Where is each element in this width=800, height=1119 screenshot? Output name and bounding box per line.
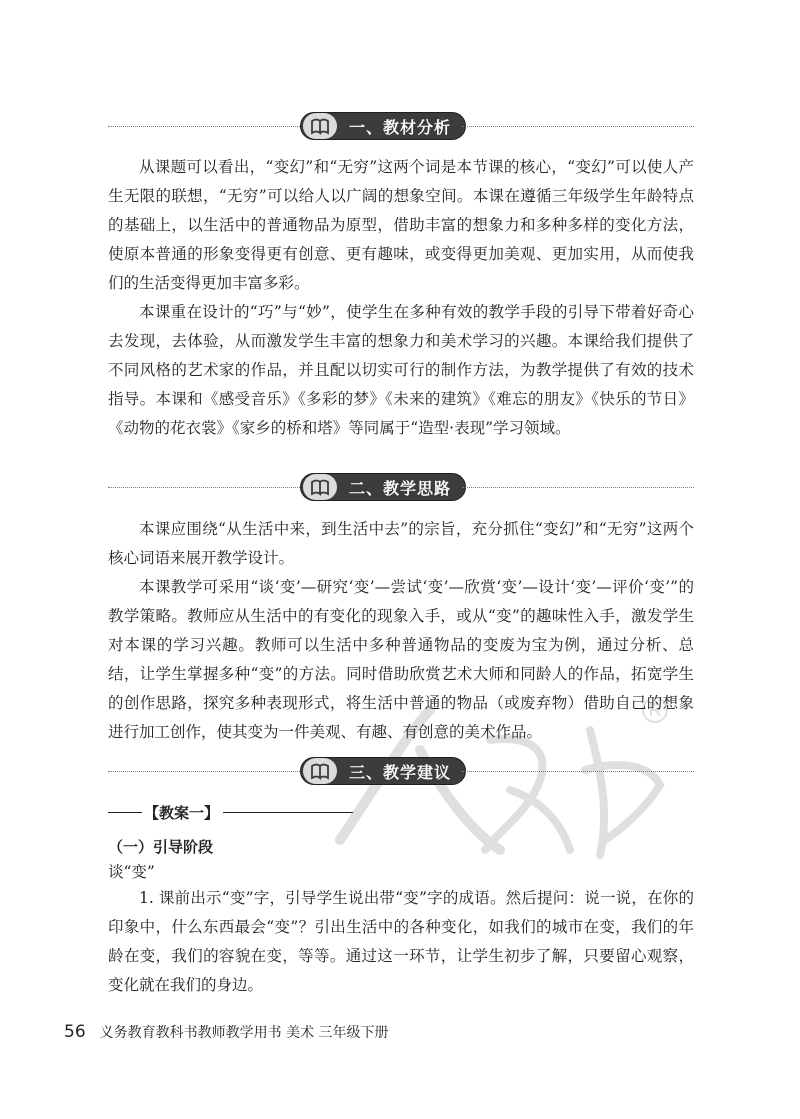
dotted-divider bbox=[108, 771, 306, 772]
stage-title: （一）引导阶段 bbox=[108, 838, 214, 856]
section-title: 二、教学思路 bbox=[349, 478, 452, 498]
label-rule bbox=[223, 812, 353, 813]
body-paragraph: 1. 课前出示“变”字，引导学生说出带“变”字的成语。然后提问：说一说，在你的印象中，什么东西最会“变”？引出生活中的各种变化，如我们的城市在变，我们的年龄在变，我们的容貌在变，等等。通过这一环节，让学生初步了解，只要留心观察，变化就在我们的身边。 bbox=[108, 889, 694, 994]
dotted-divider bbox=[108, 126, 306, 127]
section-header-2 bbox=[0, 473, 800, 503]
book-logo-icon bbox=[303, 758, 337, 784]
dotted-divider bbox=[108, 487, 306, 488]
page-number: 56 bbox=[64, 1022, 86, 1042]
lesson-plan-label bbox=[108, 800, 353, 824]
section-pill bbox=[300, 757, 466, 785]
section-title: 三、教学建议 bbox=[349, 762, 452, 782]
stage-subtitle: 谈“变” bbox=[108, 863, 155, 881]
section-pill bbox=[300, 112, 466, 140]
section-header-3 bbox=[0, 757, 800, 787]
body-paragraph: 本课教学可采用“谈‘变’—研究‘变’—尝试‘变’—欣赏‘变’—设计‘变’—评价‘变’”的教学策略。教师应从生活中的有变化的现象入手，或从“变”的趣味性入手，激发学生对本课的学习兴趣。教师可以生活中多种普通物品的变废为宝为例，通过分析、总结，让学生掌握多种“变”的方法。同时借助欣赏艺术大师和同龄人的作品，拓宽学生的创作思路，探究多种表现形式，将生活中普通的物品（或废弃物）借助自己的想象进行加工创作，使其变为一件美观、有趣、有创意的美术作品。 bbox=[108, 578, 694, 741]
section-header-1 bbox=[0, 112, 800, 142]
page-footer bbox=[64, 1022, 389, 1042]
section-title: 一、教材分析 bbox=[349, 117, 452, 137]
dotted-divider bbox=[462, 771, 694, 772]
book-logo-icon bbox=[303, 474, 337, 500]
label-rule bbox=[108, 812, 142, 813]
book-title: 义务教育教科书教师教学用书 美术 三年级下册 bbox=[99, 1025, 389, 1041]
dotted-divider bbox=[462, 126, 694, 127]
dotted-divider bbox=[462, 487, 694, 488]
body-paragraph: 从课题可以看出，“变幻”和“无穷”这两个词是本节课的核心，“变幻”可以使人产生无限的联想，“无穷”可以给人以广阔的想象空间。本课在遵循三年级学生年龄特点的基础上，以生活中的普通物品为原型，借助丰富的想象力和多种多样的变化方法，使原本普通的形象变得更有创意、更有趣味，或变得更加美观、更加实用，从而使我们的生活变得更加丰富多彩。 bbox=[108, 158, 694, 292]
body-paragraph: 本课应围绕“从生活中来，到生活中去”的宗旨，充分抓住“变幻”和“无穷”这两个核心词语来展开教学设计。 bbox=[108, 520, 694, 567]
section-pill bbox=[300, 473, 466, 501]
lesson-plan-title: 【教案一】 bbox=[144, 803, 220, 822]
book-logo-icon bbox=[303, 113, 337, 139]
body-paragraph: 本课重在设计的“巧”与“妙”，使学生在多种有效的教学手段的引导下带着好奇心去发现，去体验，从而激发学生丰富的想象力和美术学习的兴趣。本课给我们提供了不同风格的艺术家的作品，并且配以切实可行的制作方法，为教学提供了有效的技术指导。本课和《感受音乐》《多彩的梦》《未来的建筑》《难忘的朋友》《快乐的节日》《动物的花衣裳》《家乡的桥和塔》等同属于“造型·表现”学习领域。 bbox=[108, 303, 694, 437]
